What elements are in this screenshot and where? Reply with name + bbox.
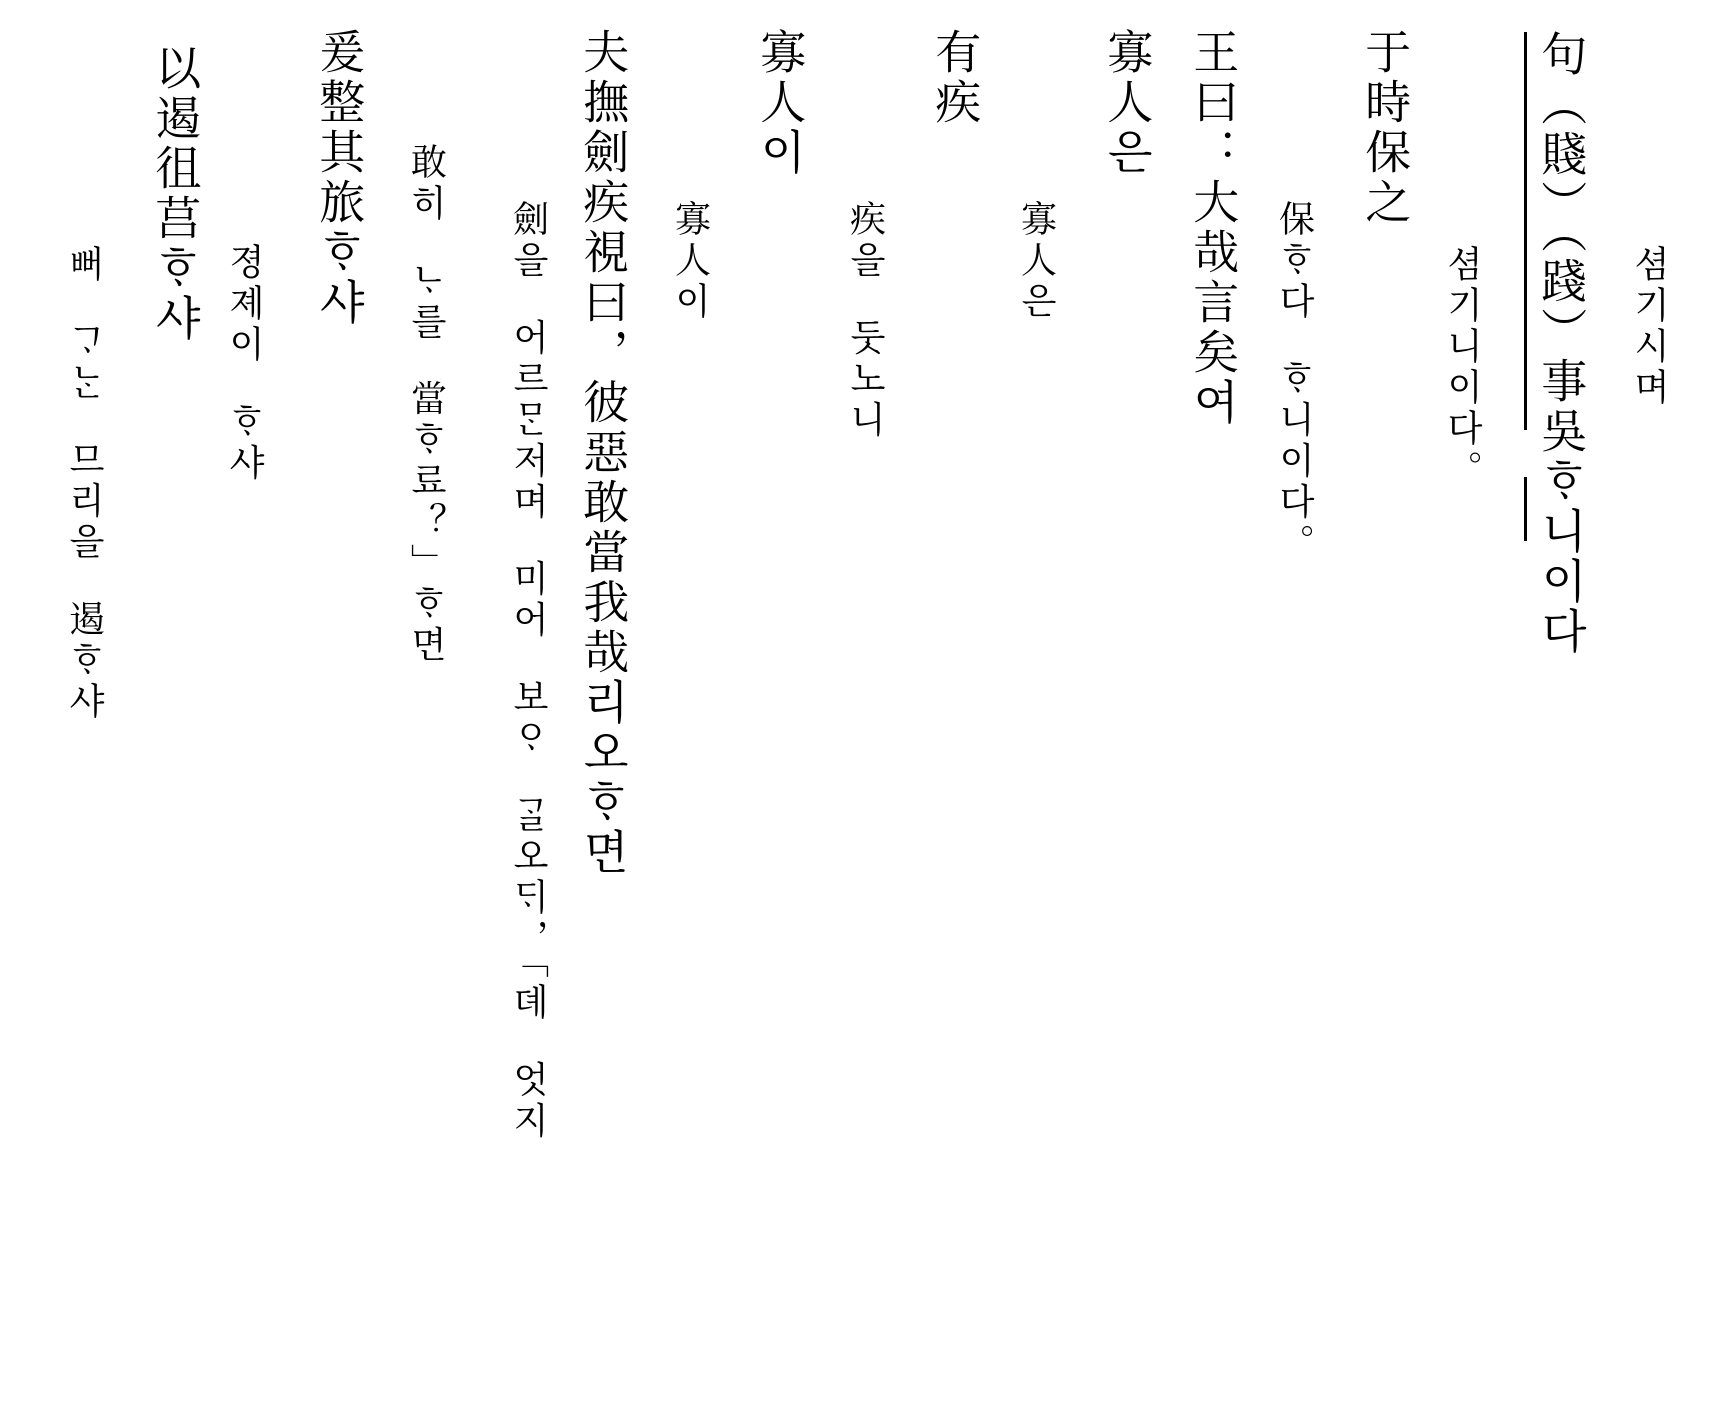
- main-text-column-8: 爰整其旅ᄒᆞ샤: [312, 28, 367, 328]
- gloss-column-6: 寡人이: [669, 200, 711, 323]
- main-text-column-9: 以遏徂莒ᄒᆞ샤: [148, 44, 203, 344]
- proper-noun-rule: [1524, 477, 1527, 541]
- main-text-column-5: 有疾: [928, 28, 983, 128]
- gloss-column-2: 셤기니이다。: [1441, 245, 1483, 491]
- main-text-column-7: 夫撫劍疾視曰，彼惡敢當我哉리오ᄒᆞ면: [576, 28, 631, 878]
- gloss-column-1: 셤기시며: [1628, 245, 1670, 409]
- main-text-column-2: 于時保之: [1358, 28, 1413, 228]
- gloss-column-3: 保ᄒᆞ다 ᄒᆞ니이다。: [1273, 200, 1315, 565]
- proper-noun-rule: [1524, 32, 1527, 430]
- gloss-column-7: 劍을 어르ᄆᆞᆫ저며 미어 보ᄋᆞ ᄀᆞᆯ오ᄃᆡ，「뎨 엇지: [507, 200, 549, 1143]
- gloss-column-10: 뻐 ᄀᆞᄂᆞᆫ 므리을 遏ᄒᆞ샤: [63, 245, 105, 723]
- main-text-column-1: 句（賤）（踐）事吳ᄒᆞ니이다: [1534, 30, 1589, 657]
- main-text-column-3: 王曰：大哉言矣여: [1186, 28, 1241, 428]
- gloss-column-4: 寡人은: [1015, 200, 1057, 323]
- main-text-column-6: 寡人이: [753, 28, 808, 178]
- gloss-column-8: 敢히 ᄂᆞ를 當ᄒᆞ료？」ᄒᆞ면: [405, 143, 447, 667]
- gloss-column-9: 졍졔이 ᄒᆞ샤: [223, 243, 265, 485]
- gloss-column-5: 疾을 둣노니: [844, 200, 886, 442]
- main-text-column-4: 寡人은: [1100, 28, 1155, 178]
